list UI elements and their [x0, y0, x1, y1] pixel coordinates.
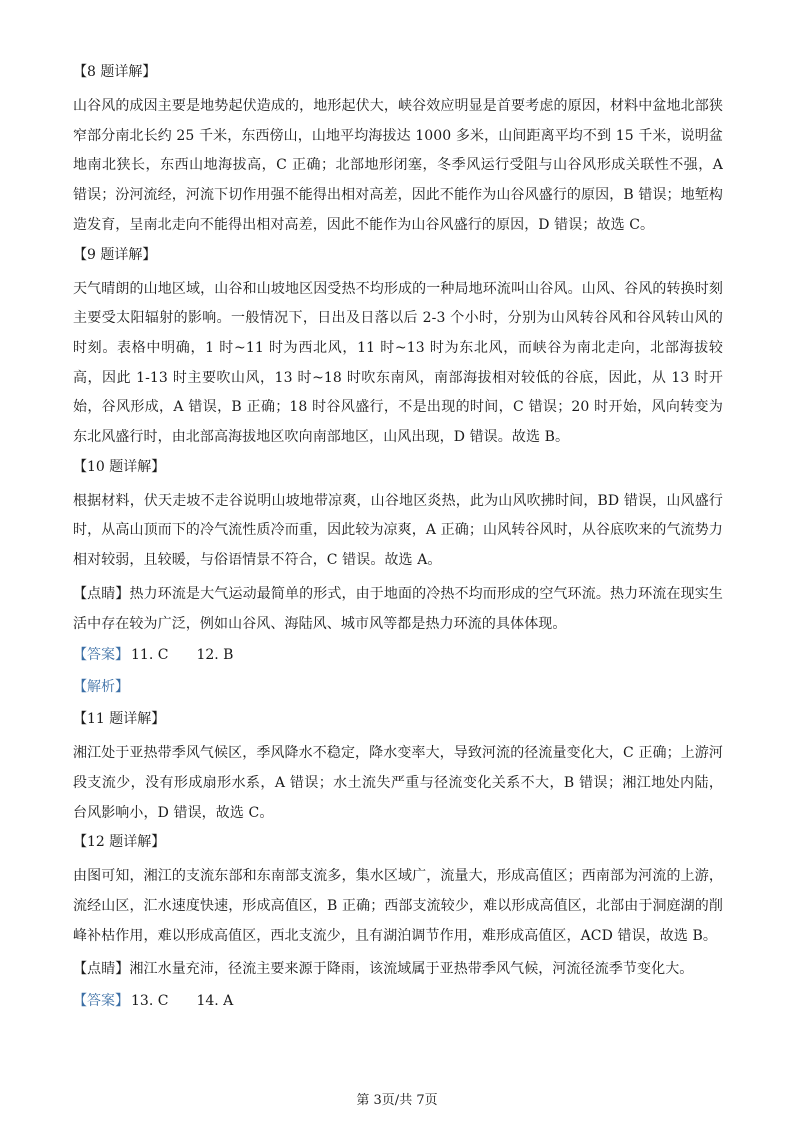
key-point-note-2: 【点睛】湘江水量充沛，径流主要来源于降雨，该流域属于亚热带季风气候，河流径流季节变化大。 [73, 961, 694, 978]
answer-11: 11. C [131, 647, 169, 664]
q11-heading: 【11 题详解】 [73, 711, 166, 728]
answer-12: 12. B [196, 647, 234, 664]
analysis-tag: 【解析】 [73, 679, 129, 696]
q9-heading: 【9 题详解】 [73, 246, 157, 263]
answer-line-11-12 [73, 645, 723, 665]
q10-explanation: 根据材料，伏天走坡不走谷说明山坡地带凉爽，山谷地区炎热，此为山风吹拂时间，BD 错误，山风盛行时，从高山顶而下的冷气流性质冷而重，因此较为凉爽，A 正确；山风转谷风时，从谷底吹来的气流势力相对较弱，且较暖，与俗语情景不符合，C 错误。故选 A。 [73, 492, 723, 569]
q12-explanation: 由图可知，湘江的支流东部和东南部支流多，集水区域广，流量大，形成高值区；西南部为河流的上游，流经山区，汇水速度快速，形成高值区，B 正确；西部支流较少，难以形成高值区，北部由于洞庭湖的削峰补枯作用，难以形成高值区，西北支流少，且有湖泊调节作用，难形成高值区，ACD 错误，故选 B。 [73, 868, 723, 944]
key-point-note-1: 【点睛】热力环流是大气运动最简单的形式，由于地面的冷热不均而形成的空气环流。热力环流在现实生活中存在较为广泛，例如山谷风、海陆风、城市风等都是热力环流的具体体现。 [73, 585, 723, 632]
q8-explanation: 山谷风的成因主要是地势起伏造成的，地形起伏大，峡谷效应明显是首要考虑的原因，材料中盆地北部狭窄部分南北长约 25 千米，东西傍山，山地平均海拔达 1000 多米，山间距离平均不到 15 千米，说明盆地南北狭长，东西山地海拔高，C 正确；北部地形闭塞，冬季风运行受阻与山谷风形成关联性不强，A 错误；汾河流经，河流下切作用强不能得出相对高差，因此不能作为山谷风盛行的原因，B 错误；地堑构造发育，呈南北走向不能得出相对高差，因此不能作为山谷风盛行的原因，D 错误；故选 C。 [73, 98, 723, 233]
q12-heading: 【12 题详解】 [73, 834, 166, 851]
q10-heading: 【10 题详解】 [73, 458, 166, 475]
q11-explanation: 湘江处于亚热带季风气候区，季风降水不稳定，降水变率大，导致河流的径流量变化大，C 正确；上游河段支流少，没有形成扇形水系，A 错误；水土流失严重与径流变化关系不大，B 错误；湘江地处内陆，台风影响小，D 错误，故选 C。 [73, 745, 723, 821]
page-footer: 第 3页/共 7页 [356, 1093, 438, 1108]
q9-explanation: 天气晴朗的山地区域，山谷和山坡地区因受热不均形成的一种局地环流叫山谷风。山风、谷风的转换时刻主要受太阳辐射的影响。一般情况下，日出及日落以后 2-3 个小时，分别为山风转谷风和谷风转山风的时刻。表格中明确，1 时~11 时为西北风，11 时~13 时为东北风，而峡谷为南北走向，北部海拔较高，因此 1-13 时主要吹山风，13 时~18 时吹东南风，南部海拔相对较低的谷底，因此，从 13 时开始，谷风形成，A 错误，B 正确；18 时谷风盛行，不是出现的时间，C 错误；20 时开始，风向转变为东北风盛行时，由北部高海拔地区吹向南部地区，山风出现，D 错误。故选 B。 [73, 280, 723, 446]
answer-line-13-14 [73, 991, 723, 1011]
q8-heading: 【8 题详解】 [73, 64, 157, 80]
document-body [73, 62, 723, 1023]
answer-14: 14. A [196, 993, 234, 1010]
answer-tag: 【答案】 [73, 647, 129, 664]
answer-tag: 【答案】 [73, 993, 129, 1010]
answer-13: 13. C [131, 993, 169, 1010]
